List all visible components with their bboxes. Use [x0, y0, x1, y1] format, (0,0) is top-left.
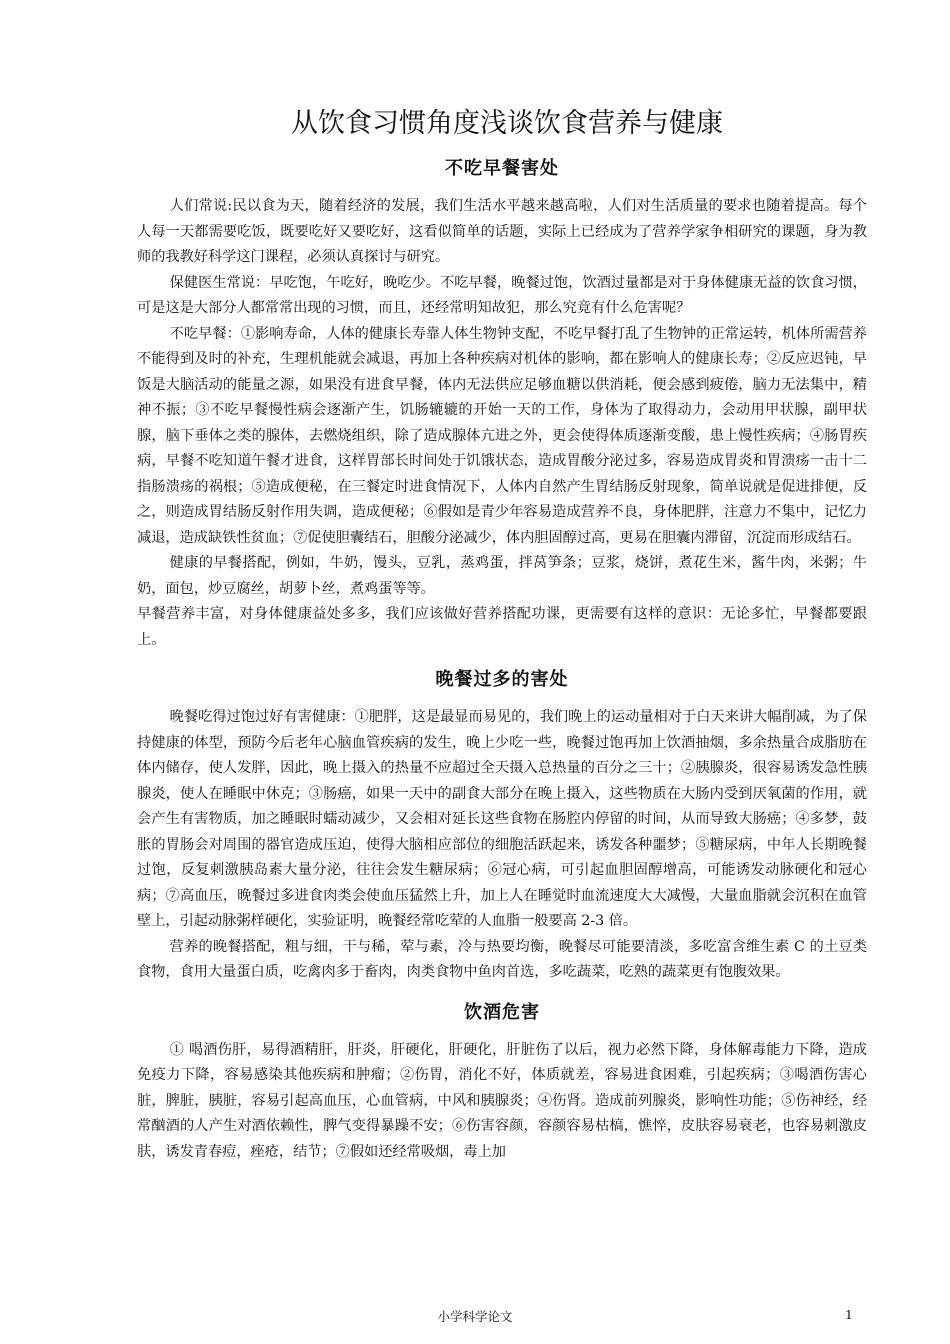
section-heading: 不吃早餐害处 — [445, 158, 559, 179]
section-alcohol — [137, 1000, 867, 1166]
paragraph: 不吃早餐：①影响寿命，人体的健康长寿靠人体生物钟支配，不吃早餐打乱了生物钟的正常运转，机体所需营养不能得到及时的补充，生理机能就会减退，再加上各种疾病对机体的影响，都在影响人的健康长寿；②反应迟钝，早饭是大脑活动的能量之源，如果没有进食早餐，体内无法供应足够血糖以供消耗，便会感到疲倦，脑力无法集中，精神不振；③不吃早餐慢性病会逐渐产生，饥肠辘辘的开始一天的工作，身体为了取得动力，会动用甲状腺，副甲状腺，脑下垂体之类的腺体，去燃烧组织，除了造成腺体亢进之外，更会使得体质逐渐变酸，患上慢性疾病；④肠胃疾病，早餐不吃知道午餐才进食，这样胃部长时间处于饥饿状态，造成胃酸分泌过多，容易造成胃炎和胃溃疡一击十二指肠溃疡的祸根；⑤造成便秘，在三餐定时进食情况下，人体内自然产生胃结肠反射现象，简单说就是促进排便，反之，则造成胃结肠反射作用失调，造成便秘；⑥假如是青少年容易造成营养不良，身体肥胖，注意力不集中，记忆力减退，造成缺铁性贫血；⑦促使胆囊结石，胆酸分泌减少，体内胆固醇过高，更易在胆囊内滞留，沉淀而形成结石。 — [137, 325, 867, 546]
paragraph: ① 喝酒伤肝，易得酒精肝，肝炎，肝硬化，肝硬化，肝脏伤了以后，视力必然下降，身体解毒能力下降，造成免疫力下降，容易感染其他疾病和肿瘤；②伤胃，消化不好，体质就差，容易进食困难，引起疾病；③喝酒伤害心脏，脾脏，胰脏，容易引起高血压，心血管病，中风和胰腺炎；④伤肾。造成前列腺炎，影响性功能；⑤伤神经，经常酗酒的人产生对酒依赖性，脾气变得暴躁不安；⑥伤害容颜，容颜容易枯槁，憔悴，皮肤容易衰老，也容易刺激皮肤，诱发青春痘，痤疮，结节；⑦假如还经常吸烟，毒上加 — [137, 1041, 867, 1160]
document-title: 从饮食习惯角度浅谈饮食营养与健康 — [291, 108, 723, 139]
page-number: 1 — [845, 1307, 853, 1322]
section-heading: 饮酒危害 — [464, 1001, 540, 1023]
paragraph: 人们常说:民以食为天，随着经济的发展，我们生活水平越来越高啦，人们对生活质量的要求也随着提高。每个人每一天都需要吃饭，既要吃好又要吃好，这看似简单的话题，实际上已经成为了营养学家争相研究的课题，身为教师的我教好科学这门课程，必须认真探讨与研究。 — [137, 198, 867, 265]
section-breakfast — [137, 156, 867, 653]
paragraph: 营养的晚餐搭配，粗与细，干与稀，荤与素，冷与热要均衡，晚餐尽可能要清淡，多吃富含维生素 C 的土豆类食物，食用大量蛋白质，吃禽肉多于畜肉，肉类食物中鱼肉首选，多吃蔬菜，吃熟的蔬菜更有饱腹效果。 — [137, 938, 867, 980]
paragraph: 健康的早餐搭配，例如，牛奶，馒头，豆乳，蒸鸡蛋，拌莴笋条；豆浆，烧饼，煮花生米，酱牛肉，米粥；牛奶，面包，炒豆腐丝，胡萝卜丝，煮鸡蛋等等。 — [137, 555, 867, 597]
paragraph: 保健医生常说：早吃饱，午吃好，晚吃少。不吃早餐，晚餐过饱，饮酒过量都是对于身体健康无益的饮食习惯，可是这是大部分人都常常出现的习惯，而且，还经常明知故犯，那么究竟有什么危害呢？ — [137, 274, 867, 316]
footer-label: 小学科学论文 — [437, 1309, 513, 1324]
document-body — [137, 104, 867, 1179]
paragraph: 晚餐吃得过饱过好有害健康：①肥胖，这是最显而易见的，我们晚上的运动量相对于白天来讲大幅削减，为了保持健康的体型，预防今后老年心脑血管疾病的发生，晚上少吃一些，晚餐过饱再加上饮酒抽烟，多余热量合成脂肪在体内储存，使人发胖，因此，晚上摄入的热量不应超过全天摄入总热量的百分之三十；②胰腺炎，很容易诱发急性胰腺炎，使人在睡眠中休克；③肠癌，如果一天中的副食大部分在晚上摄入，这些物质在大肠内受到厌氧菌的作用，就会产生有害物质，加之睡眠时蠕动减少，又会相对延长这些食物在肠腔内停留的时间，从而导致大肠癌；④多梦，鼓胀的胃肠会对周围的器官造成压迫，使得大脑相应部位的细胞活跃起来，诱发各种噩梦；⑤糖尿病，中年人长期晚餐过饱，反复刺激胰岛素大量分泌，往往会发生糖尿病；⑥冠心病，可引起血胆固醇增高，可能诱发动脉硬化和冠心病；⑦高血压，晚餐过多进食肉类会使血压猛然上升，加上人在睡觉时血流速度大大减慢，大量血脂就会沉积在血管壁上，引起动脉粥样硬化，实验证明，晚餐经常吃荤的人血脂一般要高 2-3 倍。 — [137, 709, 867, 929]
section-dinner — [137, 667, 867, 986]
section-heading: 晚餐过多的害处 — [435, 669, 569, 690]
paragraph: 早餐营养丰富，对身体健康益处多多，我们应该做好营养搭配功课，更需要有这样的意识：无论多忙，早餐都要跟上。 — [137, 606, 867, 648]
